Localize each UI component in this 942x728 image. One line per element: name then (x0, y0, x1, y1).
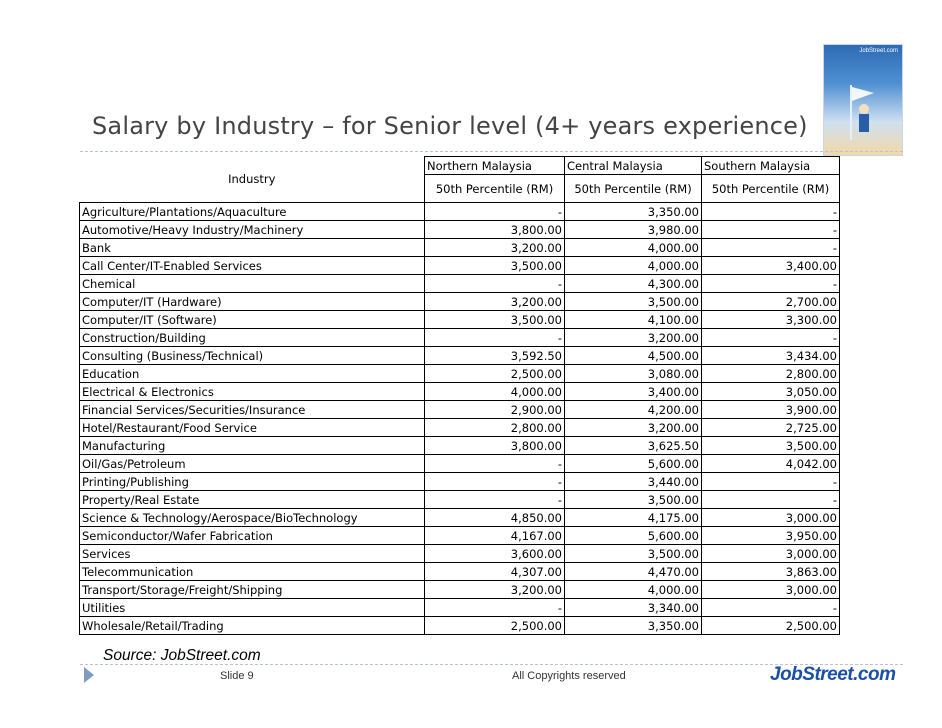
south-value: - (702, 599, 840, 617)
table-row (80, 563, 840, 581)
industry-cell: Computer/IT (Software) (80, 311, 425, 329)
north-value: - (425, 329, 565, 347)
table-row (80, 545, 840, 563)
south-value: 2,725.00 (702, 419, 840, 437)
central-value: 4,200.00 (565, 401, 702, 419)
south-value: 3,000.00 (702, 509, 840, 527)
central-value: 4,300.00 (565, 275, 702, 293)
north-value: 3,500.00 (425, 257, 565, 275)
percentile-header-central: 50th Percentile (RM) (565, 175, 702, 203)
central-value: 4,100.00 (565, 311, 702, 329)
north-value: 2,500.00 (425, 617, 565, 635)
table-row (80, 329, 840, 347)
north-value: 3,200.00 (425, 581, 565, 599)
central-value: 5,600.00 (565, 527, 702, 545)
north-value: - (425, 275, 565, 293)
north-value: 2,900.00 (425, 401, 565, 419)
source-note: Source: JobStreet.com (103, 647, 261, 664)
region-header-north: Northern Malaysia (425, 157, 565, 175)
central-value: 4,000.00 (565, 239, 702, 257)
table-row (80, 311, 840, 329)
south-value: 4,042.00 (702, 455, 840, 473)
central-value: 3,980.00 (565, 221, 702, 239)
industry-cell: Science & Technology/Aerospace/BioTechnology (80, 509, 425, 527)
arrow-right-icon (84, 667, 94, 683)
table-row (80, 617, 840, 635)
industry-cell: Manufacturing (80, 437, 425, 455)
south-value: 3,400.00 (702, 257, 840, 275)
central-value: 3,500.00 (565, 293, 702, 311)
table-row (80, 419, 840, 437)
north-value: 3,800.00 (425, 437, 565, 455)
industry-cell: Wholesale/Retail/Trading (80, 617, 425, 635)
central-value: 3,625.50 (565, 437, 702, 455)
industry-cell: Bank (80, 239, 425, 257)
central-value: 3,400.00 (565, 383, 702, 401)
table-row (80, 581, 840, 599)
industry-cell: Computer/IT (Hardware) (80, 293, 425, 311)
industry-cell: Electrical & Electronics (80, 383, 425, 401)
table-row (80, 455, 840, 473)
north-value: 2,500.00 (425, 365, 565, 383)
table-row (80, 383, 840, 401)
industry-cell: Property/Real Estate (80, 491, 425, 509)
north-value: 4,000.00 (425, 383, 565, 401)
central-value: 3,500.00 (565, 545, 702, 563)
south-value: 3,500.00 (702, 437, 840, 455)
central-value: 5,600.00 (565, 455, 702, 473)
central-value: 4,175.00 (565, 509, 702, 527)
north-value: 3,500.00 (425, 311, 565, 329)
south-value: 3,863.00 (702, 563, 840, 581)
south-value: - (702, 473, 840, 491)
table-row (80, 473, 840, 491)
south-value: - (702, 329, 840, 347)
central-value: 3,440.00 (565, 473, 702, 491)
industry-header: Industry (80, 157, 425, 203)
south-value: 2,800.00 (702, 365, 840, 383)
central-value: 4,000.00 (565, 257, 702, 275)
south-value: 2,500.00 (702, 617, 840, 635)
table-row (80, 437, 840, 455)
central-value: 3,200.00 (565, 419, 702, 437)
industry-cell: Transport/Storage/Freight/Shipping (80, 581, 425, 599)
south-value: - (702, 491, 840, 509)
south-value: 3,950.00 (702, 527, 840, 545)
south-value: 3,300.00 (702, 311, 840, 329)
south-value: 2,700.00 (702, 293, 840, 311)
salary-table-body (80, 203, 840, 635)
jobstreet-logo: JobStreet.com (770, 664, 896, 685)
top-divider (80, 151, 903, 152)
north-value: 4,850.00 (425, 509, 565, 527)
industry-cell: Printing/Publishing (80, 473, 425, 491)
south-value: - (702, 239, 840, 257)
central-value: 3,350.00 (565, 203, 702, 221)
industry-cell: Utilities (80, 599, 425, 617)
industry-cell: Hotel/Restaurant/Food Service (80, 419, 425, 437)
figure-flag-icon (846, 85, 876, 140)
industry-cell: Agriculture/Plantations/Aquaculture (80, 203, 425, 221)
slide-number: Slide 9 (220, 670, 254, 682)
table-row (80, 203, 840, 221)
region-header-central: Central Malaysia (565, 157, 702, 175)
north-value: 3,800.00 (425, 221, 565, 239)
north-value: - (425, 599, 565, 617)
table-row (80, 275, 840, 293)
south-value: 3,050.00 (702, 383, 840, 401)
north-value: 3,600.00 (425, 545, 565, 563)
north-value: - (425, 491, 565, 509)
industry-cell: Oil/Gas/Petroleum (80, 455, 425, 473)
table-row (80, 491, 840, 509)
copyright-text: All Copyrights reserved (512, 670, 626, 682)
central-value: 4,470.00 (565, 563, 702, 581)
north-value: - (425, 473, 565, 491)
north-value: - (425, 455, 565, 473)
north-value: 3,592.50 (425, 347, 565, 365)
table-row (80, 365, 840, 383)
south-value: - (702, 203, 840, 221)
central-value: 3,350.00 (565, 617, 702, 635)
industry-cell: Semiconductor/Wafer Fabrication (80, 527, 425, 545)
north-value: - (425, 203, 565, 221)
logo-text: JobStreet.com (859, 48, 898, 54)
page-title: Salary by Industry – for Senior level (4+ years experience) (92, 112, 808, 140)
industry-cell: Consulting (Business/Technical) (80, 347, 425, 365)
table-row (80, 221, 840, 239)
industry-cell: Services (80, 545, 425, 563)
industry-cell: Construction/Building (80, 329, 425, 347)
table-row (80, 599, 840, 617)
north-value: 4,307.00 (425, 563, 565, 581)
salary-table (79, 156, 840, 635)
south-value: 3,900.00 (702, 401, 840, 419)
central-value: 4,500.00 (565, 347, 702, 365)
north-value: 3,200.00 (425, 239, 565, 257)
industry-cell: Education (80, 365, 425, 383)
table-row (80, 239, 840, 257)
industry-cell: Automotive/Heavy Industry/Machinery (80, 221, 425, 239)
central-value: 3,200.00 (565, 329, 702, 347)
south-value: - (702, 275, 840, 293)
percentile-header-south: 50th Percentile (RM) (702, 175, 840, 203)
industry-cell: Telecommunication (80, 563, 425, 581)
table-row (80, 527, 840, 545)
north-value: 4,167.00 (425, 527, 565, 545)
table-row (80, 293, 840, 311)
table-row (80, 509, 840, 527)
north-value: 3,200.00 (425, 293, 565, 311)
south-value: 3,434.00 (702, 347, 840, 365)
central-value: 3,500.00 (565, 491, 702, 509)
table-row (80, 347, 840, 365)
north-value: 2,800.00 (425, 419, 565, 437)
central-value: 3,080.00 (565, 365, 702, 383)
region-header-row (80, 157, 840, 175)
central-value: 4,000.00 (565, 581, 702, 599)
table-row (80, 401, 840, 419)
percentile-header-north: 50th Percentile (RM) (425, 175, 565, 203)
region-header-south: Southern Malaysia (702, 157, 840, 175)
south-value: - (702, 221, 840, 239)
jobstreet-promo-image (823, 44, 903, 156)
south-value: 3,000.00 (702, 581, 840, 599)
table-row (80, 257, 840, 275)
south-value: 3,000.00 (702, 545, 840, 563)
central-value: 3,340.00 (565, 599, 702, 617)
industry-cell: Chemical (80, 275, 425, 293)
industry-cell: Call Center/IT-Enabled Services (80, 257, 425, 275)
industry-cell: Financial Services/Securities/Insurance (80, 401, 425, 419)
